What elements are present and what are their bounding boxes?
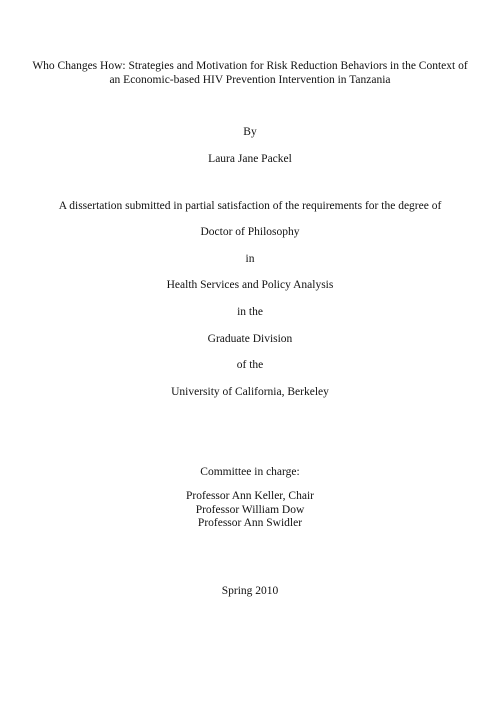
degree-name: Doctor of Philosophy xyxy=(200,226,300,238)
dissertation-title xyxy=(20,59,480,87)
of-the-label: of the xyxy=(236,359,264,371)
in-the-label: in the xyxy=(237,306,263,318)
title-line-2: an Economic-based HIV Prevention Intervention in Tanzania xyxy=(109,74,391,86)
committee-heading: Committee in charge: xyxy=(200,466,300,478)
committee-member-1: Professor Ann Keller, Chair xyxy=(186,490,314,502)
university-name: University of California, Berkeley xyxy=(171,386,329,398)
field-of-study: Health Services and Policy Analysis xyxy=(166,279,334,291)
title-line-1: Who Changes How: Strategies and Motivation for Risk Reduction Behaviors in the Context of xyxy=(32,60,468,72)
committee-members xyxy=(0,490,500,531)
committee-member-2: Professor William Dow xyxy=(195,503,305,516)
author-name: Laura Jane Packel xyxy=(208,153,292,165)
in-label: in xyxy=(245,253,255,265)
committee-member-3: Professor Ann Swidler xyxy=(197,517,303,529)
by-label: By xyxy=(243,126,257,138)
division-name: Graduate Division xyxy=(207,333,293,345)
submission-date: Spring 2010 xyxy=(221,585,279,597)
submission-statement: A dissertation submitted in partial satisfaction of the requirements for the degree of xyxy=(58,200,442,212)
